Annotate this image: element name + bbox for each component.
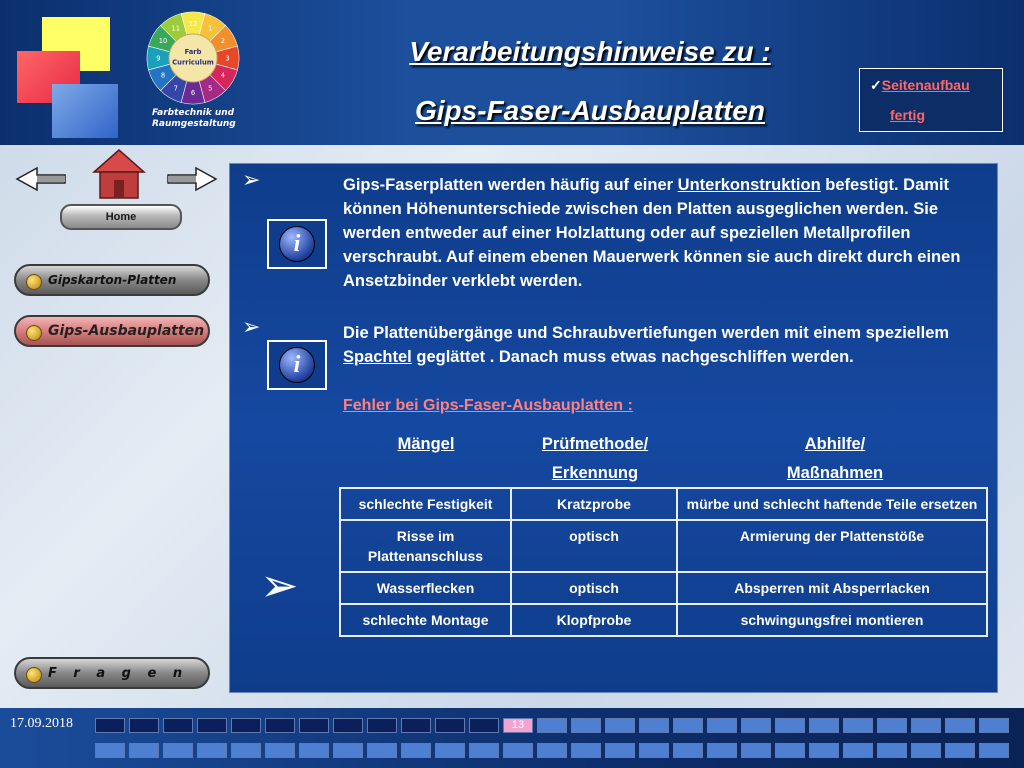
wheel-number: 11	[171, 24, 181, 33]
slide-nav-button[interactable]	[673, 743, 703, 758]
fehler-table	[339, 487, 988, 637]
slide-nav-button[interactable]	[605, 718, 635, 733]
column-header-abhilfe	[760, 430, 910, 488]
slide-nav-button[interactable]	[435, 743, 465, 758]
logo-caption	[152, 108, 244, 130]
slide-nav-current[interactable]: 13	[503, 718, 533, 733]
slide-nav-button[interactable]	[435, 718, 465, 733]
slide-nav-button[interactable]	[945, 718, 975, 733]
slide-nav-button[interactable]	[333, 718, 363, 733]
slide-nav-button[interactable]	[231, 743, 261, 758]
slide-nav-button[interactable]	[979, 743, 1009, 758]
para1-text-a: Gips-Faserplatten werden häufig auf einer	[343, 176, 678, 194]
status-box	[859, 68, 1003, 132]
slide-nav-button[interactable]	[503, 743, 533, 758]
slide-nav-button[interactable]	[775, 718, 805, 733]
info-icon: i	[279, 347, 315, 383]
slide-nav-button[interactable]	[741, 718, 771, 733]
table-row	[340, 488, 987, 520]
paragraph-spachtel	[343, 321, 983, 369]
slide-nav-button[interactable]	[775, 743, 805, 758]
cell-mangel: schlechte Montage	[340, 604, 511, 636]
slide-nav-button[interactable]	[537, 718, 567, 733]
slide-nav-button[interactable]	[95, 718, 125, 733]
slide-nav-button[interactable]	[537, 743, 567, 758]
slide-nav-button[interactable]	[571, 718, 601, 733]
color-wheel-logo	[145, 10, 241, 106]
nav-gipskarton-button[interactable]	[14, 264, 210, 296]
slide-nav-button[interactable]	[639, 718, 669, 733]
slide-nav-button[interactable]	[129, 718, 159, 733]
info-icon: i	[279, 226, 315, 262]
wheel-title-2: Curriculum	[172, 58, 214, 67]
slide-nav-button[interactable]	[707, 718, 737, 733]
para2-text-a: Die Plattenübergänge und Schraubvertiefungen werden mit einem speziellem	[343, 324, 950, 342]
slide-nav-button[interactable]	[979, 718, 1009, 733]
slide-nav-button[interactable]	[911, 718, 941, 733]
bullet-arrow-icon: ➢	[260, 558, 299, 612]
slide-nav-button[interactable]	[911, 743, 941, 758]
slide-nav-button[interactable]	[945, 743, 975, 758]
para2-text-b: geglättet . Danach muss etwas nachgeschliffen werden.	[411, 348, 854, 366]
slide-nav-button[interactable]	[639, 743, 669, 758]
wheel-title-1: Farb	[184, 48, 202, 57]
back-arrow-icon[interactable]	[15, 166, 67, 192]
col3-label-l1: Abhilfe/	[804, 435, 866, 453]
wheel-number: 6	[190, 88, 196, 97]
nav-fragen-button[interactable]	[14, 657, 210, 689]
bullet-arrow-icon: ➢	[242, 168, 261, 193]
home-button[interactable]: Home	[60, 204, 182, 230]
cell-mangel: Risse im Plattenanschluss	[340, 520, 511, 572]
para1-text-b: befestigt. Damit können Höhenunterschiede zwischen den Platten ausgeglichen werden. Sie werden entweder auf einer Holzlattung oder auf speziellen Metallprofilen verschraubt. Auf einem ebenen Mauerwerk können sie auch direkt durch einen Ansetzbinder verklebt werden.	[343, 176, 961, 290]
footer-band	[0, 708, 1024, 768]
table-row	[340, 572, 987, 604]
nav-gipskarton-label: Gipskarton-Platten	[48, 273, 177, 287]
nav-gipsausbau-button[interactable]	[14, 315, 210, 347]
slide-nav-button[interactable]	[163, 743, 193, 758]
slide-nav-button[interactable]	[673, 718, 703, 733]
cell-pruefmethode: optisch	[511, 520, 677, 572]
wheel-number: 5	[208, 84, 213, 93]
table-row	[340, 520, 987, 572]
logo-caption-line1: Farbtechnik und	[152, 108, 235, 118]
button-knob-icon	[26, 667, 42, 683]
page-title-line1: Verarbeitungshinweise zu :	[409, 36, 771, 67]
cell-pruefmethode: Klopfprobe	[511, 604, 677, 636]
slide-nav-button[interactable]	[571, 743, 601, 758]
cell-abhilfe: mürbe und schlecht haftende Teile ersetzen	[677, 488, 987, 520]
nav-fragen-label: F r a g e n	[48, 665, 189, 681]
slide-nav-button[interactable]	[265, 718, 295, 733]
link-spachtel[interactable]: Spachtel	[343, 348, 412, 366]
check-icon: ✓	[870, 77, 882, 93]
slide-nav-button[interactable]	[877, 718, 907, 733]
slide-nav-button[interactable]	[265, 743, 295, 758]
slide-nav-button[interactable]	[401, 743, 431, 758]
slide-nav-button[interactable]	[231, 718, 261, 733]
button-knob-icon	[26, 274, 42, 290]
slide-nav-button[interactable]	[469, 743, 499, 758]
bullet-arrow-icon: ➢	[242, 315, 261, 340]
wheel-number: 3	[225, 54, 230, 63]
slide-nav-button[interactable]	[843, 718, 873, 733]
status-link-seitenaufbau[interactable]: Seitenaufbau	[881, 77, 970, 93]
slide-nav-button[interactable]	[809, 743, 839, 758]
cell-mangel: schlechte Festigkeit	[340, 488, 511, 520]
slide-nav-button[interactable]	[197, 718, 227, 733]
wheel-number: 2	[220, 37, 226, 46]
slide-nav-button[interactable]	[741, 743, 771, 758]
cell-pruefmethode: Kratzprobe	[511, 488, 677, 520]
column-header-pruefmethode	[520, 430, 670, 488]
wheel-number: 10	[158, 37, 168, 46]
col2-label-l1: Prüfmethode/	[541, 435, 649, 453]
wheel-number: 1	[208, 24, 213, 33]
link-unterkonstruktion[interactable]: Unterkonstruktion	[677, 176, 821, 194]
wheel-number: 7	[173, 84, 178, 93]
button-knob-icon	[26, 325, 42, 341]
slide-nav-button[interactable]	[95, 743, 125, 758]
slide-nav-button[interactable]	[401, 718, 431, 733]
slide-nav-button[interactable]	[299, 718, 329, 733]
slide-date: 17.09.2018	[10, 716, 73, 731]
slide-nav-button[interactable]	[333, 743, 363, 758]
deco-square-blue	[52, 84, 118, 138]
wheel-number: 4	[220, 71, 226, 80]
slide-nav-button[interactable]	[809, 718, 839, 733]
col1-label: Mängel	[397, 435, 455, 453]
slide-nav-button[interactable]	[469, 718, 499, 733]
cell-abhilfe: schwingungsfrei montieren	[677, 604, 987, 636]
status-link-fertig[interactable]: fertig	[890, 107, 925, 123]
logo-caption-line2: Raumgestaltung	[152, 119, 236, 129]
col2-label-l2: Erkennung	[551, 464, 639, 482]
cell-abhilfe: Armierung der Plattenstöße	[677, 520, 987, 572]
table-row	[340, 604, 987, 636]
slide-nav-button[interactable]	[877, 743, 907, 758]
paragraph-unterkonstruktion	[343, 173, 983, 293]
fehler-heading: Fehler bei Gips-Faser-Ausbauplatten :	[343, 397, 633, 414]
wheel-number: 8	[160, 71, 166, 80]
slide-nav-button[interactable]	[707, 743, 737, 758]
slide-nav-button[interactable]	[367, 743, 397, 758]
cell-abhilfe: Absperren mit Absperrlacken	[677, 572, 987, 604]
slide-nav-button[interactable]	[367, 718, 397, 733]
cell-mangel: Wasserflecken	[340, 572, 511, 604]
wheel-number: 12	[188, 19, 198, 28]
slide-nav-button[interactable]	[129, 743, 159, 758]
slide-nav-button[interactable]	[843, 743, 873, 758]
wheel-number: 9	[156, 54, 161, 63]
forward-arrow-icon[interactable]	[166, 166, 218, 192]
home-house-icon[interactable]	[92, 148, 146, 200]
page-title-line2: Gips-Faser-Ausbauplatten	[414, 95, 766, 126]
slide-nav-button[interactable]	[605, 743, 635, 758]
info-button-2[interactable]	[267, 340, 327, 390]
slide-nav-button[interactable]	[163, 718, 193, 733]
cell-pruefmethode: optisch	[511, 572, 677, 604]
nav-gipsausbau-label: Gips-Ausbauplatten	[48, 323, 205, 339]
slide-nav-button[interactable]	[299, 743, 329, 758]
column-header-maengel	[380, 430, 472, 459]
slide-nav-button[interactable]	[197, 743, 227, 758]
info-button-1[interactable]	[267, 219, 327, 269]
col3-label-l2: Maßnahmen	[786, 464, 884, 482]
